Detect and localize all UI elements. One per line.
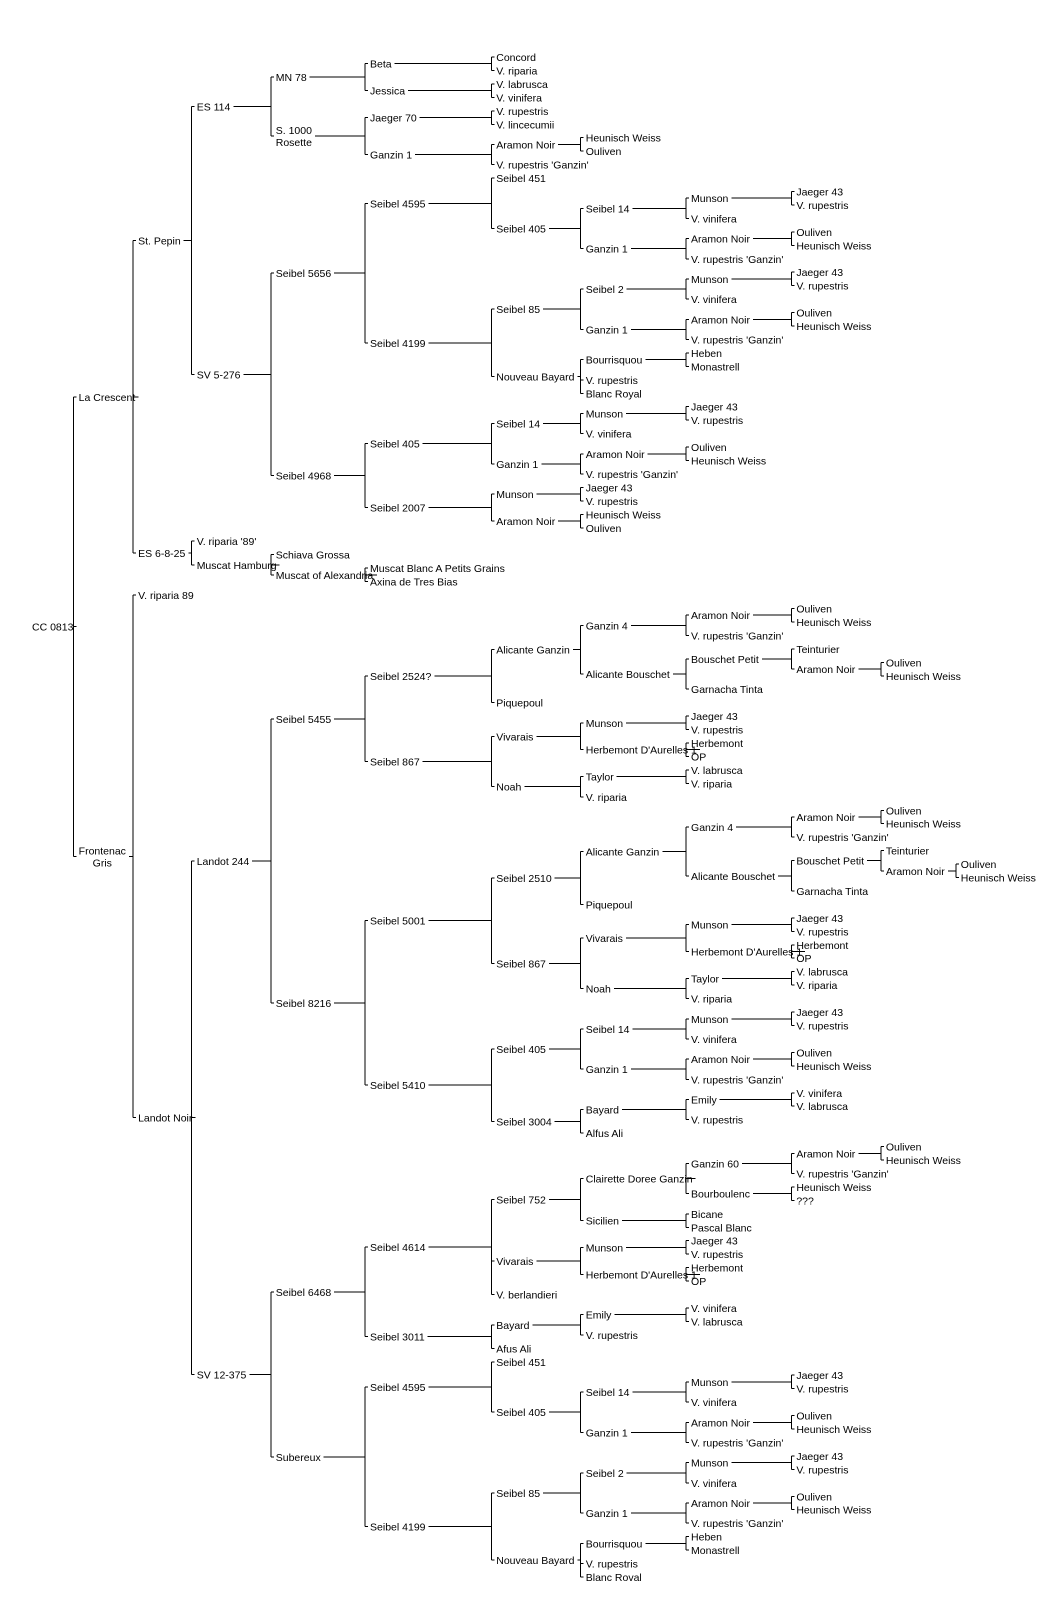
node-bourboulenc: Bourboulenc <box>691 1188 751 1201</box>
node-seibel-405: Seibel 405 <box>496 223 546 236</box>
node-v-rupestris: V. rupestris <box>796 1464 849 1477</box>
node-alicante-ganzin: Alicante Ganzin <box>585 846 660 859</box>
node-seibel-2: Seibel 2 <box>585 284 624 297</box>
node-bourrisquou: Bourrisquou <box>585 1538 643 1551</box>
node-v-riparia: V. riparia <box>691 778 733 791</box>
node-heunisch-weiss: Heunisch Weiss <box>885 670 961 683</box>
node-jaeger-43: Jaeger 43 <box>796 186 844 199</box>
node-v-rupestris: V. rupestris <box>796 199 849 212</box>
node-munson: Munson <box>691 1376 729 1389</box>
node-jaeger-43: Jaeger 43 <box>796 267 844 280</box>
node-v-vinifera: V. vinifera <box>691 1033 737 1046</box>
node-jaeger-43: Jaeger 43 <box>796 1007 844 1020</box>
node-herbemont: Herbemont <box>691 738 744 751</box>
node-piquepoul: Piquepoul <box>496 697 543 710</box>
node-seibel-4614: Seibel 4614 <box>370 1242 426 1255</box>
node-ouliven: Ouliven <box>585 522 622 535</box>
node-bouschet-petit: Bouschet Petit <box>691 653 759 666</box>
node-heunisch-weiss: Heunisch Weiss <box>585 509 661 522</box>
node-garnacha-tinta: Garnacha Tinta <box>796 885 869 898</box>
node-es-6-8-25: ES 6-8-25 <box>138 548 186 561</box>
node-vivarais: Vivarais <box>496 1255 534 1268</box>
node-ganzin-1: Ganzin 1 <box>585 243 628 256</box>
node-heunisch-weiss: Heunisch Weiss <box>796 616 872 629</box>
node-aramon-noir: Aramon Noir <box>796 1148 856 1161</box>
node-aramon-noir: Aramon Noir <box>691 1054 750 1067</box>
node-v-vinifera: V. vinifera <box>496 92 542 105</box>
node-v-riparia-89: V. riparia '89' <box>196 536 257 549</box>
node-ganzin-4: Ganzin 4 <box>691 822 734 835</box>
node-seibel-8216: Seibel 8216 <box>275 997 332 1010</box>
node-seibel-5001: Seibel 5001 <box>370 915 426 928</box>
node-mn-78: MN 78 <box>275 72 307 85</box>
node-v-vinifera: V. vinifera <box>691 213 737 226</box>
node-jessica: Jessica <box>370 85 406 98</box>
node-seibel-4199: Seibel 4199 <box>370 337 426 350</box>
node-ouliven: Ouliven <box>796 1047 832 1060</box>
node-v-vinifera: V. vinifera <box>796 1087 843 1100</box>
node-v-berlandieri: V. berlandieri <box>496 1289 558 1302</box>
node-muscat-of-alexandria: Muscat of Alexandria <box>275 569 374 582</box>
node-subereux: Subereux <box>275 1451 321 1464</box>
node-v-labrusca: V. labrusca <box>796 966 848 979</box>
node-seibel-451: Seibel 451 <box>496 1356 546 1369</box>
node-taylor: Taylor <box>691 973 720 986</box>
node-seibel-4595: Seibel 4595 <box>370 1382 426 1394</box>
node-: ??? <box>796 1195 814 1208</box>
node-frontenac-gris: Frontenac Gris <box>78 845 126 870</box>
node-aramon-noir: Aramon Noir <box>691 233 750 246</box>
node-v-rupestris: V. rupestris <box>585 1558 638 1571</box>
node-beta: Beta <box>370 58 392 71</box>
node-seibel-6468: Seibel 6468 <box>275 1286 332 1299</box>
node-munson: Munson <box>585 408 624 421</box>
node-taylor: Taylor <box>585 771 614 784</box>
node-nouveau-bayard: Nouveau Bayard <box>496 371 575 384</box>
node-munson: Munson <box>691 919 729 932</box>
node-v-rupestris-ganzin: V. rupestris 'Ganzin' <box>691 253 784 266</box>
node-axina-de-tres-bias: Axina de Tres Bias <box>370 576 458 589</box>
node-v-labrusca: V. labrusca <box>691 1316 743 1329</box>
node-clairette-doree-ganzin: Clairette Doree Ganzin <box>585 1173 693 1186</box>
node-v-rupestris: V. rupestris <box>585 374 638 387</box>
node-muscat-blanc-a-petits-grains: Muscat Blanc A Petits Grains <box>370 563 505 576</box>
node-v-rupestris: V. rupestris <box>796 1383 849 1396</box>
node-cc-0813: CC 0813 <box>32 621 74 634</box>
node-v-vinifera: V. vinifera <box>585 428 632 441</box>
node-seibel-5455: Seibel 5455 <box>275 713 332 726</box>
node-seibel-5410: Seibel 5410 <box>370 1080 426 1093</box>
node-munson: Munson <box>691 273 729 286</box>
node-v-vinifera: V. vinifera <box>691 1302 737 1315</box>
node-v-rupestris-ganzin: V. rupestris 'Ganzin' <box>691 334 784 347</box>
node-blanc-roval: Blanc Roval <box>585 1572 642 1584</box>
node-ouliven: Ouliven <box>796 226 832 239</box>
node-heben: Heben <box>691 1531 723 1544</box>
node-jaeger-43: Jaeger 43 <box>796 912 844 925</box>
node-munson: Munson <box>691 1013 729 1026</box>
node-blanc-royal: Blanc Royal <box>585 388 642 401</box>
node-aramon-noir: Aramon Noir <box>691 1417 750 1430</box>
node-aramon-noir: Aramon Noir <box>496 516 556 529</box>
node-seibel-867: Seibel 867 <box>496 958 546 971</box>
node-heunisch-weiss: Heunisch Weiss <box>796 1424 872 1437</box>
node-seibel-867: Seibel 867 <box>370 756 420 769</box>
node-v-vinifera: V. vinifera <box>691 1477 737 1490</box>
node-seibel-3004: Seibel 3004 <box>496 1116 552 1129</box>
node-jaeger-43: Jaeger 43 <box>691 401 738 414</box>
node-munson: Munson <box>585 1242 624 1255</box>
node-schiava-grossa: Schiava Grossa <box>275 549 350 562</box>
node-ganzin-1: Ganzin 1 <box>585 1064 628 1077</box>
node-munson: Munson <box>691 1457 729 1470</box>
node-ouliven: Ouliven <box>960 859 997 872</box>
node-v-labrusca: V. labrusca <box>496 78 548 91</box>
node-heunisch-weiss: Heunisch Weiss <box>691 455 767 468</box>
node-seibel-85: Seibel 85 <box>496 1487 541 1500</box>
node-v-rupestris: V. rupestris <box>796 1020 849 1033</box>
node-v-labrusca: V. labrusca <box>691 764 743 777</box>
node-bicane: Bicane <box>691 1208 724 1221</box>
node-ouliven: Ouliven <box>885 805 922 818</box>
node-herbemont-d-aurelles-1: Herbemont D'Aurelles 1 <box>585 744 697 757</box>
node-v-rupestris: V. rupestris <box>691 415 744 428</box>
node-heunisch-weiss: Heunisch Weiss <box>885 1155 961 1168</box>
node-vivarais: Vivarais <box>496 731 534 744</box>
node-jaeger-43: Jaeger 43 <box>796 1450 844 1463</box>
node-seibel-4595: Seibel 4595 <box>370 198 426 211</box>
node-herbemont: Herbemont <box>691 1262 744 1275</box>
node-ouliven: Ouliven <box>796 603 832 616</box>
node-heunisch-weiss: Heunisch Weiss <box>796 1504 872 1517</box>
node-ouliven: Ouliven <box>796 307 832 320</box>
node-v-rupestris: V. rupestris <box>691 1249 744 1262</box>
node-bouschet-petit: Bouschet Petit <box>796 855 865 868</box>
node-jaeger-43: Jaeger 43 <box>691 711 738 724</box>
node-ganzin-4: Ganzin 4 <box>585 620 628 633</box>
node-v-rupestris: V. rupestris <box>796 926 849 939</box>
node-landot-244: Landot 244 <box>196 855 250 868</box>
node-munson: Munson <box>585 717 624 730</box>
node-monastrell: Monastrell <box>691 1545 740 1558</box>
node-heunisch-weiss: Heunisch Weiss <box>796 1181 872 1194</box>
node-v-rupestris-ganzin: V. rupestris 'Ganzin' <box>796 832 889 845</box>
node-alicante-bouschet: Alicante Bouschet <box>691 870 776 883</box>
node-v-labrusca: V. labrusca <box>796 1101 848 1114</box>
node-alicante-ganzin: Alicante Ganzin <box>496 644 570 657</box>
node-seibel-4968: Seibel 4968 <box>275 470 332 483</box>
node-ouliven: Ouliven <box>585 146 622 159</box>
node-heunisch-weiss: Heunisch Weiss <box>796 1060 872 1073</box>
node-muscat-hamburg: Muscat Hamburg <box>196 559 277 572</box>
node-v-rupestris: V. rupestris <box>585 1329 638 1342</box>
node-herbemont: Herbemont <box>796 939 849 952</box>
node-v-vinifera: V. vinifera <box>691 294 737 307</box>
node-v-rupestris-ganzin: V. rupestris 'Ganzin' <box>496 159 589 172</box>
node-heunisch-weiss: Heunisch Weiss <box>796 321 872 334</box>
node-v-rupestris-ganzin: V. rupestris 'Ganzin' <box>691 1518 784 1531</box>
node-jaeger-70: Jaeger 70 <box>370 112 417 125</box>
node-ganzin-60: Ganzin 60 <box>691 1158 739 1171</box>
node-jaeger-43: Jaeger 43 <box>691 1235 738 1248</box>
node-v-rupestris: V. rupestris <box>691 1114 744 1127</box>
node-v-rupestris: V. rupestris <box>691 724 744 737</box>
node-afus-ali: Afus Ali <box>496 1343 532 1356</box>
node-munson: Munson <box>496 489 534 502</box>
node-v-vinifera: V. vinifera <box>691 1397 737 1410</box>
node-s-1000-rosette: S. 1000 Rosette <box>275 125 312 150</box>
node-seibel-4199: Seibel 4199 <box>370 1521 426 1534</box>
node-aramon-noir: Aramon Noir <box>691 1498 750 1511</box>
node-seibel-752: Seibel 752 <box>496 1194 546 1207</box>
node-ouliven: Ouliven <box>885 1141 922 1154</box>
node-op: OP <box>691 751 707 764</box>
node-nouveau-bayard: Nouveau Bayard <box>496 1555 575 1568</box>
node-ganzin-1: Ganzin 1 <box>370 149 413 162</box>
node-v-riparia: V. riparia <box>796 980 838 993</box>
node-seibel-405: Seibel 405 <box>370 438 420 451</box>
node-aramon-noir: Aramon Noir <box>496 139 556 152</box>
node-bayard: Bayard <box>496 1319 530 1332</box>
node-munson: Munson <box>691 193 729 206</box>
node-seibel-2510: Seibel 2510 <box>496 872 552 885</box>
node-sv-12-375: SV 12-375 <box>196 1369 247 1382</box>
node-vivarais: Vivarais <box>585 933 623 946</box>
node-jaeger-43: Jaeger 43 <box>796 1370 844 1383</box>
node-v-riparia-89: V. riparia 89 <box>138 590 194 603</box>
node-garnacha-tinta: Garnacha Tinta <box>691 684 763 697</box>
node-heunisch-weiss: Heunisch Weiss <box>885 818 961 831</box>
node-v-lincecumii: V. lincecumii <box>496 119 555 132</box>
node-jaeger-43: Jaeger 43 <box>585 482 633 495</box>
node-aramon-noir: Aramon Noir <box>691 314 750 327</box>
node-seibel-2524: Seibel 2524? <box>370 671 432 684</box>
node-aramon-noir: Aramon Noir <box>796 812 856 824</box>
node-seibel-405: Seibel 405 <box>496 1407 546 1420</box>
node-ouliven: Ouliven <box>796 1491 832 1504</box>
node-sicilien: Sicilien <box>585 1215 620 1228</box>
node-seibel-85: Seibel 85 <box>496 304 541 317</box>
node-op: OP <box>691 1276 707 1289</box>
node-v-rupestris-ganzin: V. rupestris 'Ganzin' <box>691 1437 784 1450</box>
node-landot-noir: Landot Noir <box>138 1112 193 1125</box>
node-st-pepin: St. Pepin <box>138 235 181 248</box>
node-bourrisquou: Bourrisquou <box>585 354 643 367</box>
node-ganzin-1: Ganzin 1 <box>585 1427 628 1440</box>
node-seibel-451: Seibel 451 <box>496 173 546 186</box>
node-v-rupestris-ganzin: V. rupestris 'Ganzin' <box>796 1168 889 1181</box>
node-sv-5-276: SV 5-276 <box>196 369 241 382</box>
node-seibel-3011: Seibel 3011 <box>370 1331 425 1344</box>
node-seibel-14: Seibel 14 <box>585 203 630 216</box>
node-pascal-blanc: Pascal Blanc <box>691 1222 752 1235</box>
node-seibel-14: Seibel 14 <box>496 418 541 431</box>
node-heunisch-weiss: Heunisch Weiss <box>585 132 661 145</box>
node-bayard: Bayard <box>585 1104 620 1117</box>
node-teinturier: Teinturier <box>796 643 840 656</box>
node-ganzin-1: Ganzin 1 <box>585 324 628 337</box>
node-heben: Heben <box>691 347 723 360</box>
node-seibel-5656: Seibel 5656 <box>275 268 332 281</box>
node-emily: Emily <box>691 1094 717 1107</box>
node-seibel-14: Seibel 14 <box>585 1023 630 1036</box>
node-heunisch-weiss: Heunisch Weiss <box>960 872 1036 885</box>
node-la-crescent: La Crescent <box>78 391 136 404</box>
node-noah: Noah <box>585 983 611 996</box>
node-heunisch-weiss: Heunisch Weiss <box>796 240 872 253</box>
node-herbemont-d-aurelles-1: Herbemont D'Aurelles 1 <box>585 1269 697 1282</box>
node-aramon-noir: Aramon Noir <box>585 448 645 461</box>
node-es-114: ES 114 <box>196 101 231 114</box>
node-v-rupestris: V. rupestris <box>796 280 849 293</box>
node-v-rupestris-ganzin: V. rupestris 'Ganzin' <box>585 468 679 481</box>
node-alicante-bouschet: Alicante Bouschet <box>585 669 670 682</box>
node-noah: Noah <box>496 781 522 794</box>
node-v-rupestris: V. rupestris <box>496 105 549 118</box>
node-seibel-405: Seibel 405 <box>496 1044 546 1057</box>
node-teinturier: Teinturier <box>885 845 930 858</box>
node-ouliven: Ouliven <box>691 442 727 455</box>
node-aramon-noir: Aramon Noir <box>796 664 856 677</box>
node-seibel-2007: Seibel 2007 <box>370 502 426 515</box>
node-ouliven: Ouliven <box>885 657 922 670</box>
node-emily: Emily <box>585 1309 612 1322</box>
node-v-rupestris-ganzin: V. rupestris 'Ganzin' <box>691 1074 784 1087</box>
node-ganzin-1: Ganzin 1 <box>585 1508 628 1521</box>
node-ganzin-1: Ganzin 1 <box>496 458 539 471</box>
node-herbemont-d-aurelles-1: Herbemont D'Aurelles 1 <box>691 946 803 959</box>
node-seibel-2: Seibel 2 <box>585 1467 624 1480</box>
node-v-rupestris-ganzin: V. rupestris 'Ganzin' <box>691 630 784 643</box>
node-alfus-ali: Alfus Ali <box>585 1128 624 1141</box>
node-v-riparia: V. riparia <box>496 65 538 78</box>
node-monastrell: Monastrell <box>691 361 740 374</box>
node-ouliven: Ouliven <box>796 1410 832 1423</box>
node-piquepoul: Piquepoul <box>585 899 633 912</box>
node-aramon-noir: Aramon Noir <box>691 610 750 623</box>
node-seibel-14: Seibel 14 <box>585 1387 630 1400</box>
node-aramon-noir: Aramon Noir <box>885 865 945 878</box>
node-v-riparia: V. riparia <box>585 791 627 804</box>
node-v-riparia: V. riparia <box>691 993 733 1006</box>
node-v-rupestris: V. rupestris <box>585 495 638 508</box>
node-op: OP <box>796 953 812 966</box>
node-concord: Concord <box>496 52 536 64</box>
